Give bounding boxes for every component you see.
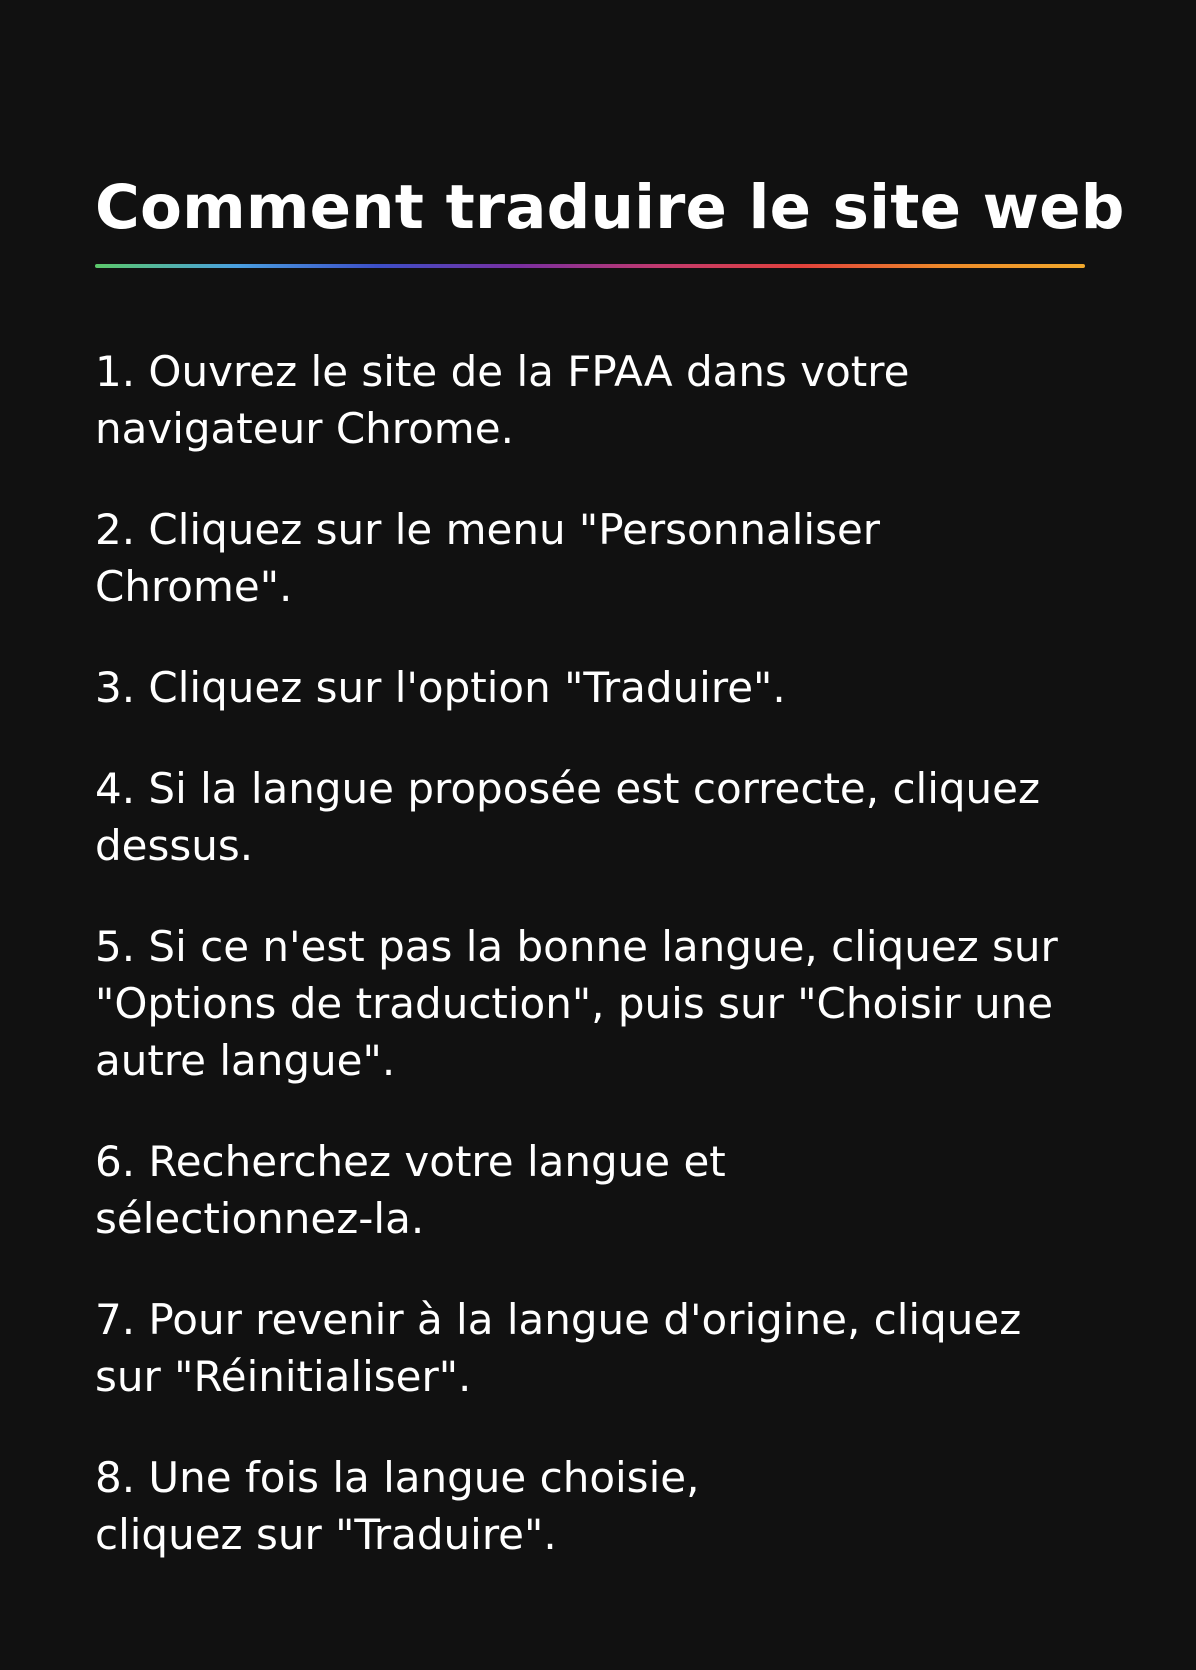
instructions-card: [95, 168, 1125, 1607]
step-line: sélectionnez-la.: [95, 1194, 425, 1243]
step-item: [95, 343, 1105, 457]
step-line: 6. Recherchez votre langue et: [95, 1137, 726, 1186]
step-item: [95, 501, 1105, 615]
step-item: [95, 1291, 1105, 1405]
step-line: 8. Une fois la langue choisie,: [95, 1453, 700, 1502]
step-item: [95, 1449, 1105, 1563]
step-line: 3. Cliquez sur l'option "Traduire".: [95, 663, 786, 712]
page-title: Comment traduire le site web: [95, 172, 1125, 243]
step-line: 2. Cliquez sur le menu "Personnaliser: [95, 505, 881, 554]
step-line: 4. Si la langue proposée est correcte, cliquez: [95, 764, 1041, 813]
step-line: 5. Si ce n'est pas la bonne langue, cliquez sur: [95, 922, 1058, 971]
step-item: [95, 918, 1105, 1089]
step-item: [95, 1133, 1105, 1247]
rainbow-divider: [95, 264, 1085, 268]
step-item: [95, 659, 1105, 716]
steps-list: [95, 343, 1105, 1563]
step-line: dessus.: [95, 821, 254, 870]
step-line: autre langue".: [95, 1036, 396, 1085]
step-item: [95, 760, 1105, 874]
step-line: sur "Réinitialiser".: [95, 1352, 472, 1401]
step-line: 7. Pour revenir à la langue d'origine, cliquez: [95, 1295, 1022, 1344]
step-line: Chrome".: [95, 562, 293, 611]
step-line: navigateur Chrome.: [95, 404, 514, 453]
step-line: "Options de traduction", puis sur "Choisir une: [95, 979, 1054, 1028]
step-line: 1. Ouvrez le site de la FPAA dans votre: [95, 347, 910, 396]
step-line: cliquez sur "Traduire".: [95, 1510, 557, 1559]
